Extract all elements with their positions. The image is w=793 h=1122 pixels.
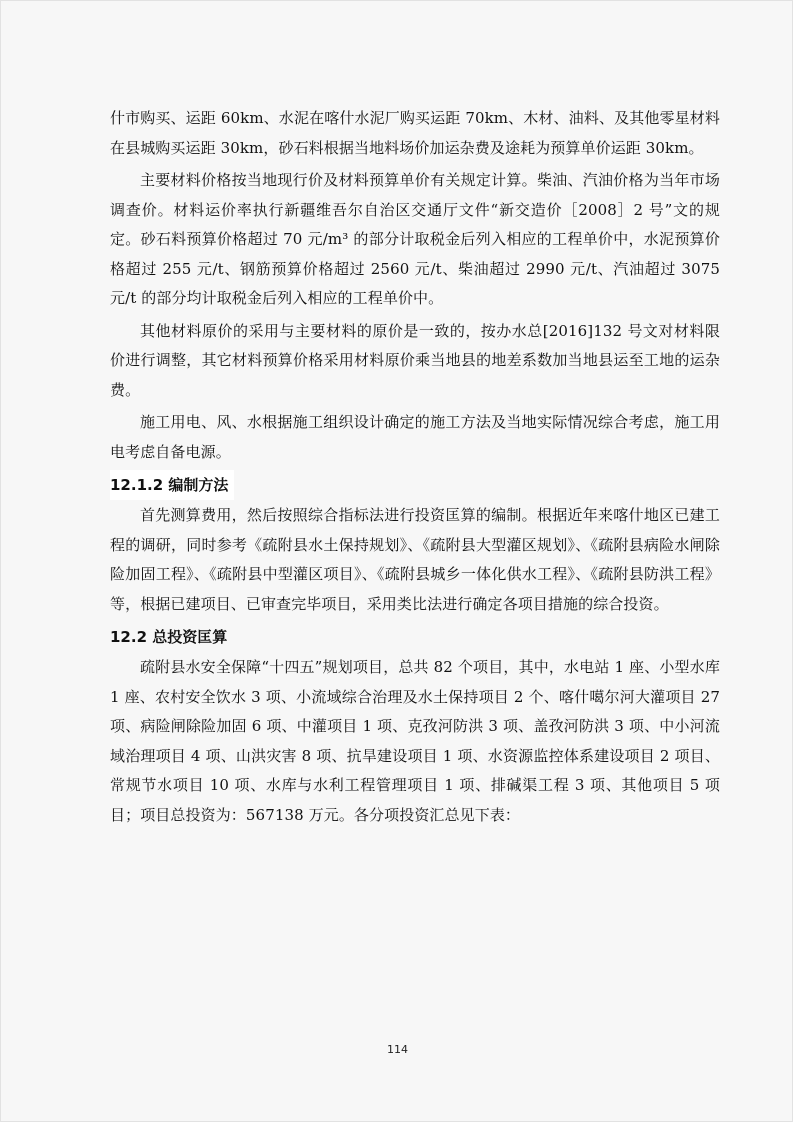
heading-method-wrap	[110, 470, 720, 501]
paragraph-transport-distance: 什市购买、运距 60km、水泥在喀什水泥厂购买运距 70km、木材、油料、及其他零星材料在县城购买运距 30km，砂石料根据当地料场价加运杂费及途耗为预算单价运距 30km。	[110, 109, 720, 157]
paragraph-compilation-method: 首先测算费用，然后按照综合指标法进行投资匡算的编制。根据近年来喀什地区已建工程的调研，同时参考《疏附县水土保持规划》、《疏附县大型灌区规划》、《疏附县病险水闸除险加固工程》、《疏附县中型灌区项目》、《疏附县城乡一体化供水工程》、《疏附县防洪工程》等，根据已建项目、已审查完毕项目，采用类比法进行确定各项目措施的综合投资。	[110, 506, 720, 613]
paragraph-power-water: 施工用电、风、水根据施工组织设计确定的施工方法及当地实际情况综合考虑，施工用电考虑自备电源。	[110, 413, 720, 461]
page-number: 114	[387, 1043, 408, 1056]
heading-compilation-method: 12.1.2 编制方法	[110, 470, 234, 500]
paragraph-total-investment: 疏附县水安全保障“十四五”规划项目，总共 82 个项目，其中，水电站 1 座、小型水库 1 座、农村安全饮水 3 项、小流域综合治理及水土保持项目 2 个、喀什噶尔河大灌项目 27 项、病险闸除险加固 6 项、中灌项目 1 项、克孜河防洪 3 项、盖孜河防洪 3 项、中小河流域治理项目 4 项、山洪灾害 8 项、抗旱建设项目 1 项、水资源监控体系建设项目 2 项目、常规节水项目 10 项、水库与水利工程管理项目 1 项、排碱渠工程 3 项、其他项目 5 项目；项目总投资为：567138 万元。各分项投资汇总见下表：	[110, 658, 720, 824]
heading-total-investment: 12.2 总投资匡算	[110, 628, 228, 646]
paragraph-other-material-price: 其他材料原价的采用与主要材料的原价是一致的，按办水总[2016]132 号文对材料限价进行调整，其它材料预算价格采用材料原价乘当地县的地差系数加当地县运至工地的运杂费。	[110, 321, 720, 399]
paragraph-main-material-price: 主要材料价格按当地现行价及材料预算单价有关规定计算。柴油、汽油价格为当年市场调查价。材料运价率执行新疆维吾尔自治区交通厅文件“新交造价［2008］2 号”文的规定。砂石料预算价格超过 70 元/m³ 的部分计取税金后列入相应的工程单价中，水泥预算价格超过 255 元/t、钢筋预算价格超过 2560 元/t、柴油超过 2990 元/t、汽油超过 3075 元/t 的部分均计取税金后列入相应的工程单价中。	[110, 171, 720, 307]
page-body	[110, 104, 720, 833]
